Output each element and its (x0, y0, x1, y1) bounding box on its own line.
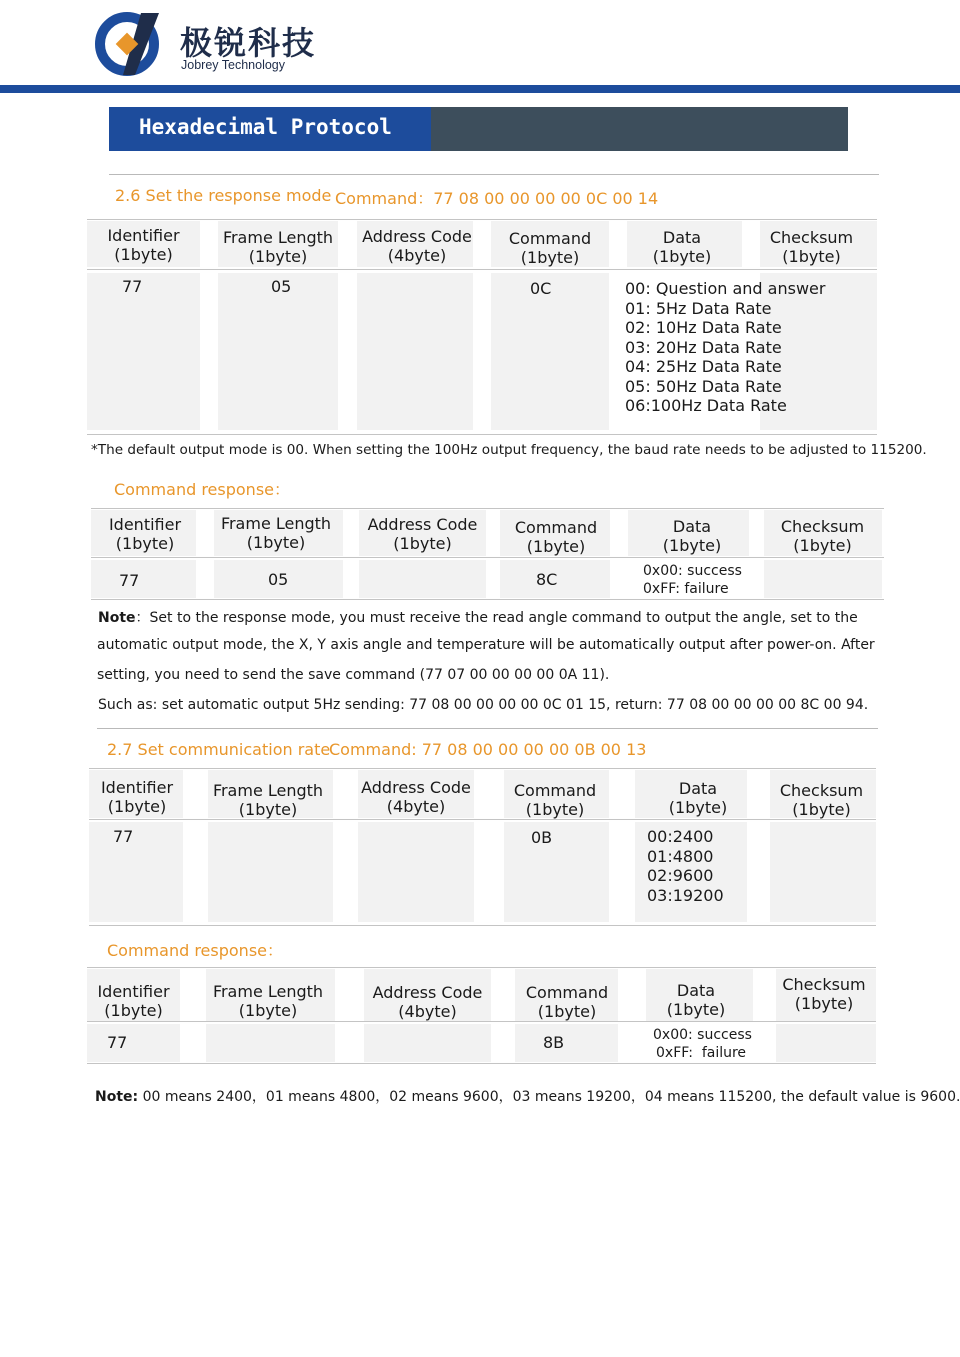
data-option: 06:100Hz Data Rate (625, 396, 787, 415)
body-cell (357, 273, 473, 430)
cell-identifier: 77 (113, 827, 134, 846)
body-cell (218, 273, 338, 430)
col-header-command: Command (1byte) (514, 518, 598, 556)
header-border (91, 557, 884, 558)
cell-identifier: 77 (122, 277, 143, 296)
body-cell (206, 1024, 335, 1062)
header-border (89, 819, 876, 820)
response-title: Command response： (114, 480, 290, 499)
data-option: 02:9600 (647, 866, 714, 885)
col-header-identifier: Identifier (1byte) (100, 778, 174, 816)
body-cell (770, 822, 876, 922)
footnote: *The default output mode is 00. When setting the 100Hz output frequency, the baud rate needs to be adjusted to 115200. (91, 442, 927, 458)
body-cell (515, 1024, 618, 1062)
col-header-data: Data (1byte) (666, 981, 726, 1019)
data-option: 05: 50Hz Data Rate (625, 376, 782, 396)
col-header-identifier: Identifier (1byte) (108, 515, 182, 553)
banner-gray (431, 107, 848, 151)
col-header-command: Command (1byte) (513, 781, 597, 819)
col-header-identifier: Identifier (1byte) (97, 982, 170, 1020)
body-cell (364, 1024, 491, 1062)
body-cell (87, 1024, 180, 1062)
col-header-checksum: Checksum (1byte) (769, 228, 854, 266)
data-option: 01:4800 (647, 846, 714, 866)
table-bottom-border (89, 925, 876, 926)
cell-data: 0x00: success 0xFF: failure (653, 1027, 752, 1061)
col-header-checksum: Checksum (1byte) (780, 517, 865, 555)
section-command: Command：77 08 00 00 00 00 0C 00 14 (335, 189, 659, 208)
col-header-identifier: Identifier (1byte) (107, 226, 180, 264)
cell-command: 8B (543, 1033, 565, 1052)
table-top-border (89, 768, 876, 769)
col-header-command: Command (1byte) (508, 229, 592, 267)
note-line: Note: 00 means 2400，01 means 4800，02 means 9600，03 means 19200，04 means 115200, the default value is 9600. (95, 1089, 960, 1105)
body-cell (504, 822, 609, 922)
header-border (87, 1021, 876, 1022)
col-header-address-code: Address Code (4byte) (372, 983, 483, 1021)
body-cell (358, 822, 474, 922)
cell-command: 8C (536, 570, 558, 589)
data-option: 03:19200 (647, 885, 724, 905)
body-cell (91, 560, 196, 598)
cell-identifier: 77 (119, 571, 140, 590)
divider (109, 174, 879, 175)
data-options-list (625, 279, 825, 416)
response-title: Command response： (107, 941, 283, 960)
table-top-border (87, 967, 876, 968)
note-line: automatic output mode, the X, Y axis angle and temperature will be automatically output after power-on. After (97, 637, 875, 653)
header-divider (0, 85, 960, 93)
note-line: setting, you need to send the save command (77 07 00 00 00 00 0A 11). (97, 667, 610, 683)
cell-command: 0C (530, 279, 552, 298)
banner-title: Hexadecimal Protocol (139, 115, 392, 139)
body-cell (208, 822, 333, 922)
col-header-frame-length: Frame Length (1byte) (212, 982, 324, 1020)
col-header-address-code: Address Code (1byte) (367, 515, 478, 553)
body-cell (359, 560, 486, 598)
col-header-frame-length: Frame Length (1byte) (220, 514, 332, 552)
table-bottom-border (87, 434, 877, 435)
body-cell (764, 560, 882, 598)
brand-name-cn: 极锐科技 (180, 24, 317, 62)
cell-identifier: 77 (107, 1033, 128, 1052)
brand-name-en: Jobrey Technology (181, 58, 286, 72)
table-bottom-border (91, 599, 884, 600)
col-header-checksum: Checksum (1byte) (782, 975, 866, 1013)
table-top-border (91, 508, 884, 509)
col-header-address-code: Address Code (4byte) (361, 778, 471, 816)
col-header-command: Command (1byte) (525, 983, 609, 1021)
data-options-list (647, 827, 724, 905)
col-header-data: Data (1byte) (652, 228, 712, 266)
note-line: Note：Set to the response mode, you must receive the read angle command to output the angle, set to the (98, 610, 858, 626)
col-header-data: Data (1byte) (662, 517, 722, 555)
data-option: 00: Question and answer (625, 279, 826, 298)
cell-frame-length: 05 (268, 570, 289, 589)
table-top-border (87, 219, 877, 220)
col-header-frame-length: Frame Length (1byte) (222, 228, 334, 266)
col-header-checksum: Checksum (1byte) (779, 781, 864, 819)
note-line: Such as: set automatic output 5Hz sending: 77 08 00 00 00 00 0C 01 15, return: 77 08 00 00 00 00 8C 00 94. (98, 697, 869, 713)
cell-command: 0B (531, 828, 553, 847)
cell-frame-length: 05 (271, 277, 292, 296)
body-cell (87, 273, 200, 430)
col-header-frame-length: Frame Length (1byte) (212, 781, 324, 819)
col-header-address-code: Address Code (4byte) (362, 227, 472, 265)
cell-data: 0x00: success 0xFF: failure (643, 563, 742, 597)
section-command: Command: 77 08 00 00 00 00 0B 00 13 (329, 740, 647, 759)
data-option: 00:2400 (647, 827, 714, 846)
section-title: 2.6 Set the response mode (115, 186, 332, 205)
col-header-data: Data (1byte) (668, 779, 728, 817)
data-option: 01: 5Hz Data Rate (625, 298, 772, 318)
header-border (87, 269, 877, 270)
divider (97, 728, 878, 729)
data-option: 04: 25Hz Data Rate (625, 357, 782, 376)
jobrey-logo-icon (95, 11, 161, 77)
section-title: 2.7 Set communication rate (107, 740, 331, 759)
data-option: 03: 20Hz Data Rate (625, 337, 782, 357)
data-option: 02: 10Hz Data Rate (625, 318, 782, 337)
table-bottom-border (87, 1063, 876, 1064)
body-cell (89, 822, 183, 922)
body-cell (776, 1024, 876, 1062)
